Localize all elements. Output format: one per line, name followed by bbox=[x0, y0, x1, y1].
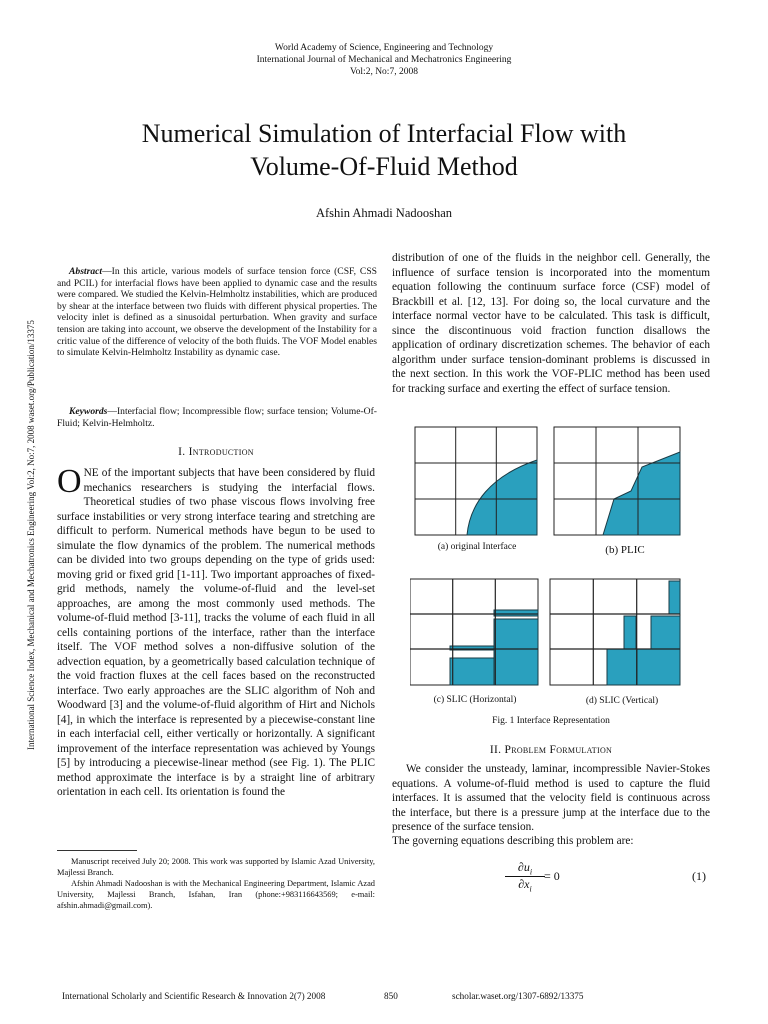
keywords bbox=[57, 406, 377, 429]
paper-title bbox=[60, 117, 708, 183]
footer-page-number: 850 bbox=[384, 991, 398, 1001]
section-title: Problem Formulation bbox=[504, 744, 613, 756]
right-column-text: distribution of one of the fluids in the neighbor cell. Generally, the influence of surface tension is incorporated into the momentum equation following the continuum surface force (CSF) model of Brackbill et al. [12, 13]. For doing so, the local curvature and the interface normal vector have to be calculated. This task is difficult, since the discontinuous void fraction function disallows the application of ordinary discretization schemes. The behavior of each algorithm under surface tension-dominant problems is discussed in the next section. In this work the VOF-PLIC method has been used for tracking surface and exerting the effect of surface tension. bbox=[392, 252, 710, 395]
figure-caption: Fig. 1 Interface Representation bbox=[492, 716, 610, 726]
governing-equations-intro: The governing equations describing this problem are: bbox=[392, 835, 634, 847]
title-line-1: Numerical Simulation of Interfacial Flow with bbox=[141, 119, 627, 148]
drop-cap: O bbox=[57, 463, 82, 500]
keywords-label: Keywords bbox=[69, 406, 108, 417]
section-number: I. bbox=[178, 446, 186, 458]
section-title: Introduction bbox=[188, 446, 254, 458]
introduction-body bbox=[57, 463, 375, 800]
section-heading-problem-formulation bbox=[392, 744, 710, 756]
figure-interface-representation bbox=[410, 424, 690, 714]
equation-numerator: $\partial u_i$ bbox=[505, 860, 545, 877]
header-line-volume: Vol:2, No:7, 2008 bbox=[350, 67, 418, 77]
equation-number: (1) bbox=[692, 869, 706, 883]
footnote-affiliation: Afshin Ahmadi Nadooshan is with the Mechanical Engineering Department, Islamic Azad University, Majlessi Branch, Isfahan, Iran (phone:+983116643569; e-mail: afshin.ahmadi@gmail.com). bbox=[57, 879, 375, 910]
side-index-text: International Science Index, Mechanical and Mechatronics Engineering Vol:2, No:7, 2008 waset.org/Publication/13375 bbox=[26, 320, 36, 750]
footnote-rule bbox=[57, 850, 137, 851]
keywords-text: —Interfacial flow; Incompressible flow; surface tension; Volume-Of-Fluid; Kelvin-Helmholtz. bbox=[57, 406, 377, 429]
caption-panel-d: (d) SLIC (Vertical) bbox=[585, 696, 659, 706]
equation-1 bbox=[505, 860, 545, 894]
problem-formulation-text: We consider the unsteady, laminar, incompressible Navier-Stokes equations. A volume-of-fluid method is used to capture the fluid interfaces. It is assumed that the velocity field is continuous across the interface, but there is a pressure jump at the interface due to the presence of the surface tension. bbox=[392, 763, 710, 833]
equation-denominator: $\partial x_i$ bbox=[518, 877, 532, 894]
footer-link[interactable]: scholar.waset.org/1307-6892/13375 bbox=[452, 991, 584, 1001]
panel-a-original-interface bbox=[415, 427, 537, 535]
abstract bbox=[57, 266, 377, 359]
equation-rhs: = 0 bbox=[544, 869, 560, 883]
caption-panel-b: (b) PLIC bbox=[605, 544, 645, 556]
header-line-publisher: World Academy of Science, Engineering and Technology bbox=[274, 43, 494, 53]
header-line-journal: International Journal of Mechanical and Mechatronics Engineering bbox=[256, 55, 512, 65]
footer-journal: International Scholarly and Scientific Research & Innovation 2(7) 2008 bbox=[62, 991, 326, 1001]
journal-header bbox=[0, 42, 768, 78]
author-name: Afshin Ahmadi Nadooshan bbox=[315, 206, 453, 220]
caption-panel-a: (a) original Interface bbox=[437, 542, 517, 552]
panel-c-slic-horizontal bbox=[410, 579, 538, 685]
section-number: II. bbox=[489, 744, 502, 756]
introduction-text: NE of the important subjects that have been considered by fluid mechanics researchers is studying the interfacial flows. Theoretical studies of two phase viscous flows involving free surface instabilities or very strong interface tearing and stretching are difficult to perform. Numerical methods have begun to be used to simulate the flow dynamics of the problem. The numerical methods can be divided into two groups depending on the type of grids used: moving grid or fixed grid [1-11]. Two important approaches of fixed-grid methods, namely the volume-of-fluid and the level-set approaches, are among the most commonly used methods. The volume-of-fluid method [3-11], tracks the volume of each fluid in all cells containing portions of the interface, rather than the interface itself. The VOF method solves a non-diffusive solution of the advection equation, by a geometrically based calculation technique of the void fraction fluxes at the cell faces based on the reconstructed interface. Two early approaches are the SLIC algorithm of Noh and Woodward [3] and the volume-of-fluid algorithm of Hirt and Nichols [4], in which the interface is represented by a piecewise-constant line in each interfacial cell, either vertically or horizontally. A significant improvement of the interface representation was achieved by Youngs [5] by introducing a piecewise-linear method (see Fig. 1). The PLIC method approximate the interface is by a straight line of arbitrary orientation in each cell. Its orientation is found the bbox=[57, 467, 375, 798]
section-heading-introduction bbox=[57, 446, 375, 458]
panel-d-slic-vertical bbox=[550, 579, 680, 685]
caption-panel-c: (c) SLIC (Horizontal) bbox=[433, 695, 517, 705]
title-line-2: Volume-Of-Fluid Method bbox=[250, 152, 518, 181]
abstract-label: Abstract bbox=[69, 266, 103, 277]
footnotes bbox=[57, 856, 375, 911]
abstract-text: —In this article, various models of surface tension force (CSF, CSS and PCIL) for interfacial flows have been applied to dynamic case and the results were compared. We studied the Kelvin-Helmholtz instabilities, which are produced by shear at the interface between two fluids with different physical properties. The velocity inlet is defined as a sinusoidal perturbation. When gravity and surface tension are taking into account, we observe the development of the Instability for a critic value of the difference of velocity of the both fluids. The VOF Model enables to simulate Kelvin-Helmholtz Instability as dynamic case. bbox=[57, 266, 377, 359]
footnote-manuscript: Manuscript received July 20; 2008. This work was supported by Islamic Azad University, Majlessi Branch. bbox=[57, 857, 375, 877]
panel-b-plic bbox=[554, 427, 680, 535]
